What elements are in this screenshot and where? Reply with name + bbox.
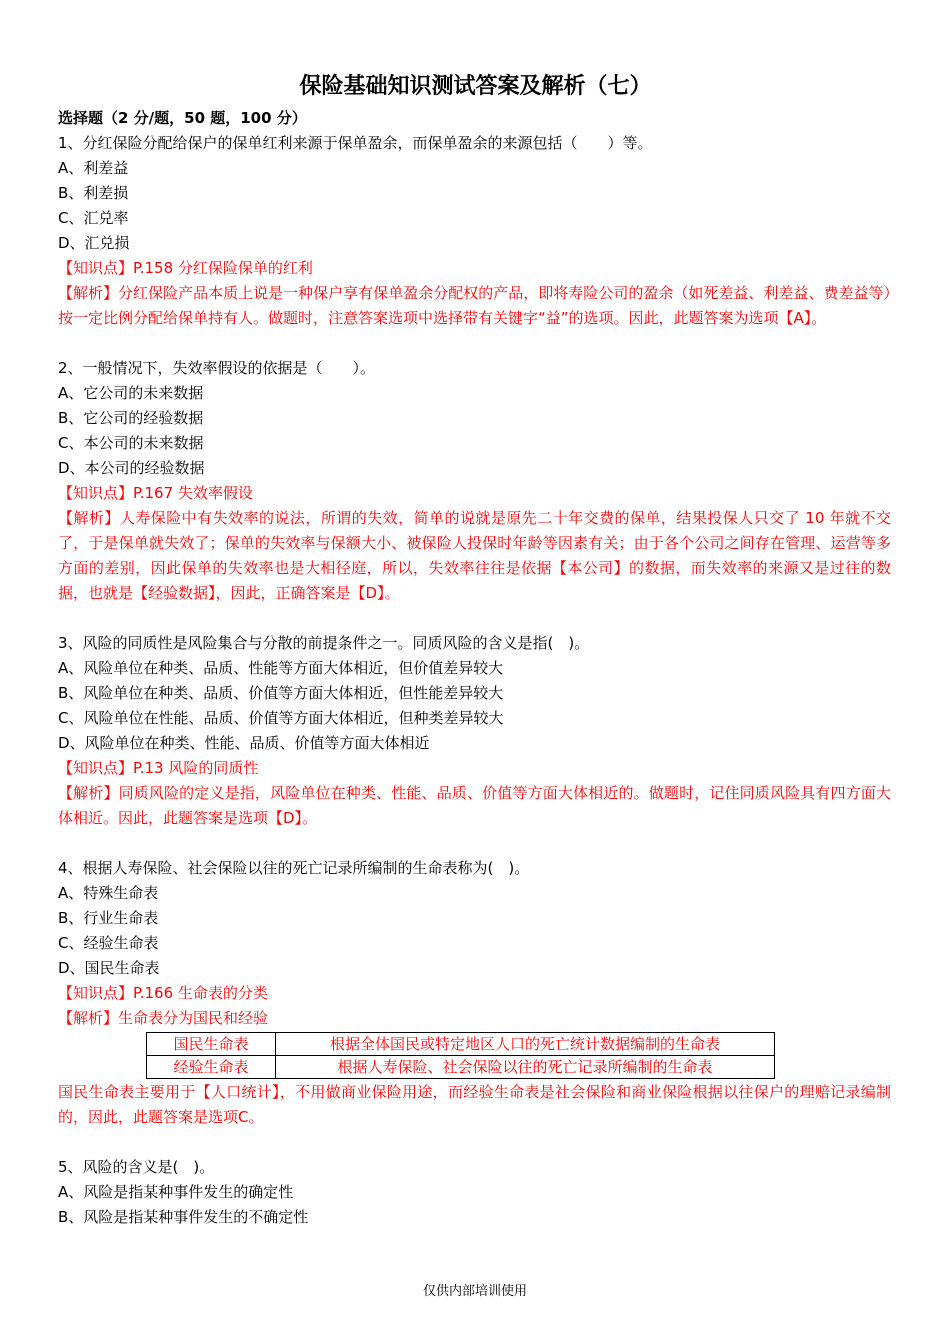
table-row: [147, 1056, 775, 1079]
question-stem: 1、分红保险分配给保户的保单红利来源于保单盈余，而保单盈余的来源包括（ ）等。: [58, 134, 653, 152]
table-cell: 国民生命表: [147, 1033, 276, 1056]
analysis-text: 【解析】人寿保险中有失效率的说法，所谓的失效，简单的说就是原先二十年交费的保单，结果投保人只交了 10 年就不交了，于是保单就失效了；保单的失效率与保额大小、被保险人投保时年龄等因素有关；由于各个公司之间存在管理、运营等多方面的差别，因此保单的失效率也是大相径庭，所以，失效率往往是依据【本公司】的数据，而失效率的来源又是过往的数据，也就是【经验数据】，因此，正确答案是【D】。: [58, 509, 891, 602]
option-a: A、它公司的未来数据: [58, 384, 204, 402]
option-c: C、风险单位在性能、品质、价值等方面大体相近，但种类差异较大: [58, 709, 504, 727]
analysis-text: 【解析】同质风险的定义是指，风险单位在种类、性能、品质、价值等方面大体相近的。做题时，记住同质风险具有四方面大体相近。因此，此题答案是选项【D】。: [58, 784, 891, 827]
table-cell: 经验生命表: [147, 1056, 276, 1079]
option-b: B、风险单位在种类、品质、价值等方面大体相近，但性能差异较大: [58, 684, 504, 702]
option-a: A、风险是指某种事件发生的确定性: [58, 1183, 294, 1201]
analysis-text: 【解析】生命表分为国民和经验: [58, 1009, 269, 1027]
option-b: B、它公司的经验数据: [58, 409, 204, 427]
section-heading: 选择题（2 分/题，50 题，100 分）: [58, 109, 307, 127]
page-footer: 仅供内部培训使用: [422, 1284, 527, 1299]
option-d: D、本公司的经验数据: [58, 459, 205, 477]
knowledge-point: 【知识点】P.166 生命表的分类: [58, 984, 268, 1002]
question-stem: 5、风险的含义是( )。: [58, 1158, 215, 1176]
option-a: A、利差益: [58, 159, 129, 177]
question-stem: 4、根据人寿保险、社会保险以往的死亡记录所编制的生命表称为( )。: [58, 859, 530, 877]
question-2: [58, 356, 893, 606]
knowledge-point: 【知识点】P.13 风险的同质性: [58, 759, 259, 777]
table-row: [147, 1033, 775, 1056]
question-3: [58, 631, 893, 831]
option-d: D、汇兑损: [58, 234, 130, 252]
option-a: A、特殊生命表: [58, 884, 159, 902]
question-1: [58, 131, 893, 331]
knowledge-point: 【知识点】P.167 失效率假设: [58, 484, 253, 502]
question-5: [58, 1155, 893, 1230]
option-b: B、利差损: [58, 184, 129, 202]
option-b: B、风险是指某种事件发生的不确定性: [58, 1208, 309, 1226]
table-cell: 根据人寿保险、社会保险以往的死亡记录所编制的生命表: [276, 1056, 775, 1079]
question-4: [58, 856, 893, 1130]
knowledge-point: 【知识点】P.158 分红保险保单的红利: [58, 259, 313, 277]
option-d: D、国民生命表: [58, 959, 160, 977]
option-c: C、经验生命表: [58, 934, 159, 952]
analysis-continued: 国民生命表主要用于【人口统计】，不用做商业保险用途，而经验生命表是社会保险和商业保险根据以往保户的理赔记录编制的，因此，此题答案是选项C。: [58, 1083, 891, 1126]
spacer: [58, 606, 893, 631]
option-c: C、汇兑率: [58, 209, 129, 227]
spacer: [58, 831, 893, 856]
table-cell: 根据全体国民或特定地区人口的死亡统计数据编制的生命表: [276, 1033, 775, 1056]
option-a: A、风险单位在种类、品质、性能等方面大体相近，但价值差异较大: [58, 659, 504, 677]
document-page: [58, 70, 893, 1230]
option-c: C、本公司的未来数据: [58, 434, 204, 452]
option-d: D、风险单位在种类、性能、品质、价值等方面大体相近: [58, 734, 430, 752]
life-table-comparison: [146, 1032, 775, 1079]
question-stem: 3、风险的同质性是风险集合与分散的前提条件之一。同质风险的含义是指( )。: [58, 634, 590, 652]
document-title: 保险基础知识测试答案及解析（七）: [299, 74, 652, 99]
spacer: [58, 331, 893, 356]
analysis-text: 【解析】分红保险产品本质上说是一种保户享有保单盈余分配权的产品，即将寿险公司的盈余（如死差益、利差益、费差益等）按一定比例分配给保单持有人。做题时，注意答案选项中选择带有关键字“益”的选项。因此，此题答案为选项【A】。: [58, 284, 891, 327]
spacer: [58, 1130, 893, 1155]
question-stem: 2、一般情况下，失效率假设的依据是（ ）。: [58, 359, 376, 377]
option-b: B、行业生命表: [58, 909, 159, 927]
